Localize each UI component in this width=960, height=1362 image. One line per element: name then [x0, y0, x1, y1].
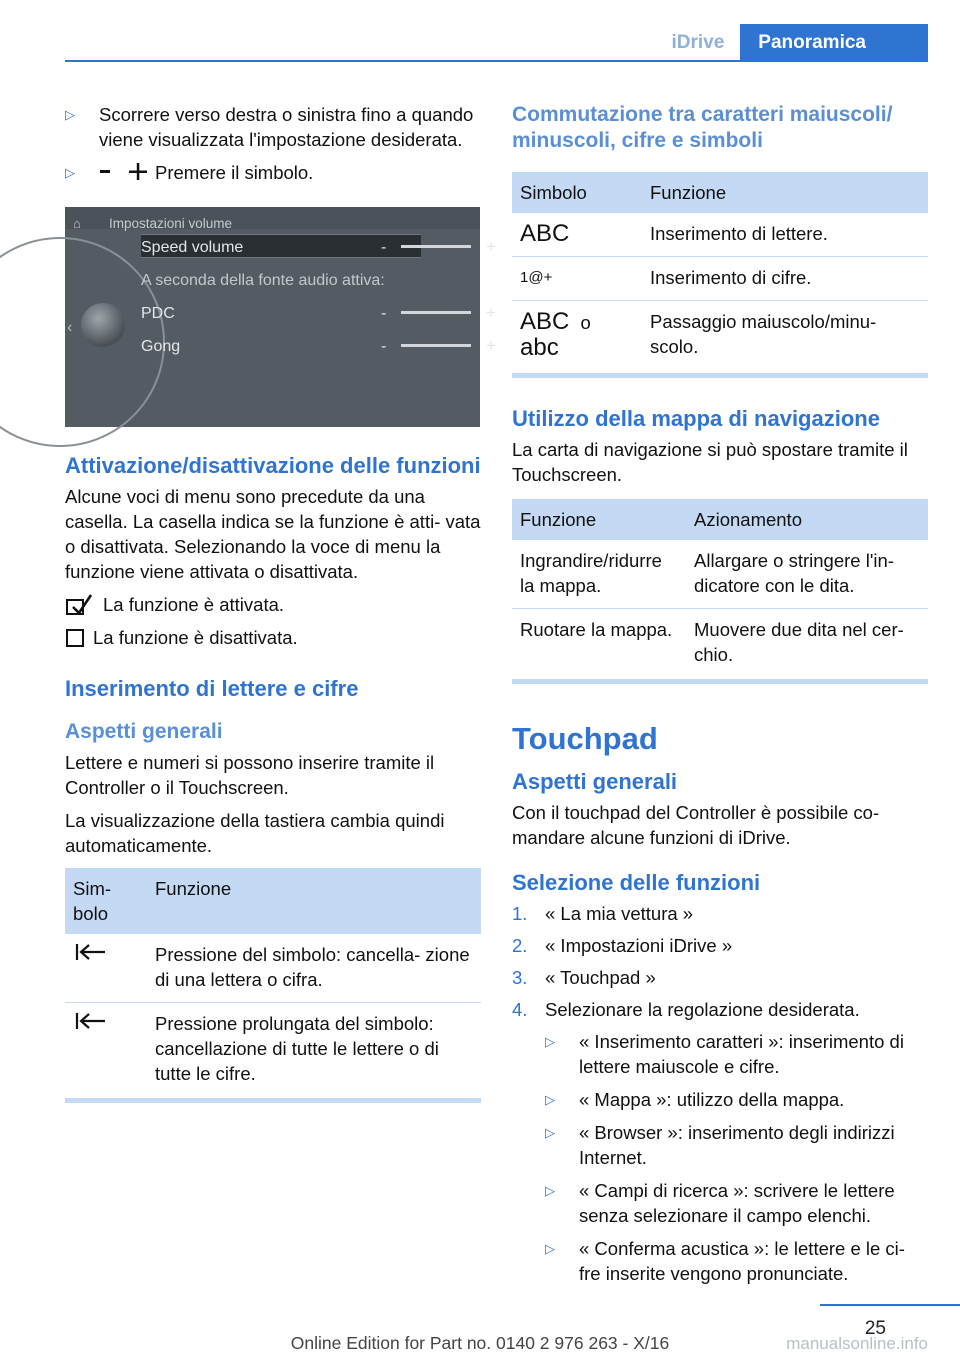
triangle-bullet-icon: ▷ — [545, 1034, 555, 1049]
table-row: Pressione prolungata del simbolo: cancellazione di tutte le lettere o di tutte le cifre. — [65, 1003, 481, 1097]
watermark: manualsonline.info — [786, 1334, 928, 1353]
table-row: ABC o abc Passaggio maiuscolo/minu- scolo. — [520, 308, 877, 361]
heading-attivazione: Attivazione/disattivazione delle funzioni — [65, 453, 481, 478]
table-header: Funzione Azionamento — [512, 499, 928, 540]
map-table — [512, 499, 928, 677]
list-item: ▷ « Campi di ricerca »: scrivere le lettere senza selezionare il campo elenchi. — [545, 1180, 895, 1226]
triangle-bullet-icon: ▷ — [545, 1241, 555, 1256]
triangle-bullet-icon: ▷ — [65, 107, 75, 122]
heading-aspetti-generali: Aspetti generali — [512, 769, 678, 794]
case-table — [512, 172, 928, 371]
paragraph: Con il touchpad del Controller è possibile co- mandare alcune funzioni di iDrive. — [512, 802, 880, 848]
list-item — [65, 160, 481, 185]
paragraph: Lettere e numeri si possono inserire tramite il Controller o il Touchscreen. — [65, 752, 435, 798]
screenshot-row: Gong - + — [141, 336, 496, 355]
list-item: 1. « La mia vettura » — [512, 903, 694, 924]
backspace-arrow-icon — [73, 1011, 109, 1031]
abc-uppercase-icon: ABC — [512, 213, 642, 257]
header-rule — [65, 60, 928, 62]
list-item: 3. « Touchpad » — [512, 967, 656, 988]
list-item: ▷ « Inserimento caratteri »: inserimento di lettere maiuscole e cifre. — [545, 1031, 904, 1077]
list-item — [65, 102, 481, 152]
abc-uppercase-icon: ABC — [520, 308, 570, 335]
table-header: Sim- bolo Funzione — [65, 868, 481, 934]
table-bottom-rule — [512, 679, 928, 684]
checkbox-unchecked-line: La funzione è disattivata. — [65, 625, 481, 650]
checkbox-checked-line: La funzione è attivata. — [65, 592, 481, 617]
heading-commutazione: Commutazione tra caratteri maiuscoli/ minuscoli, cifre e simboli — [512, 103, 893, 152]
left-column — [65, 102, 496, 1103]
right-column — [512, 102, 928, 1294]
heading-selezione: Selezione delle funzioni — [512, 870, 761, 895]
sub-list — [512, 1029, 928, 1286]
slider-icon — [401, 245, 471, 248]
screenshot-row: A seconda della fonte audio attiva: — [141, 272, 385, 289]
table-row: ABC Inserimento di lettere. — [512, 213, 928, 257]
header-chapter: Panoramica — [740, 24, 928, 62]
header-section: iDrive — [655, 24, 740, 62]
triangle-bullet-icon: ▷ — [545, 1092, 555, 1107]
heading-touchpad: Touchpad — [512, 721, 658, 756]
list-item: 2. « Impostazioni iDrive » — [512, 935, 733, 956]
checkbox-checked-icon — [65, 594, 101, 616]
table-row: 1@+ Inserimento di cifre. — [512, 257, 928, 301]
table-header: Simbolo Funzione — [512, 172, 928, 213]
volume-settings-screenshot — [65, 207, 496, 427]
table-row: Ingrandire/ridurre la mappa. Allargare o stringere l'in- dicatore con le dita. — [512, 540, 928, 609]
paragraph: La carta di navigazione si può spostare tramite il Touchscreen. — [512, 439, 908, 485]
slider-icon — [401, 344, 471, 347]
screenshot-row: Speed volume - + — [141, 234, 421, 258]
home-icon: ⌂ — [73, 216, 81, 231]
edition-footer: Online Edition for Part no. 0140 2 976 263 - X/16 — [290, 1333, 670, 1353]
bullet-text: Scorrere verso destra o sinistra fino a quando viene visualizzata l'impostazione desiderata. — [99, 104, 474, 150]
footer-rule — [820, 1304, 960, 1306]
table-row: Pressione del simbolo: cancella- zione di una lettera o cifra. — [65, 934, 481, 1003]
slider-icon — [401, 311, 471, 314]
heading-mappa: Utilizzo della mappa di navigazione — [512, 406, 880, 431]
backspace-arrow-icon — [73, 942, 109, 962]
heading-aspetti: Aspetti generali — [65, 720, 223, 743]
abc-lowercase-icon: abc — [520, 334, 559, 361]
list-item: ▷ « Mappa »: utilizzo della mappa. — [545, 1089, 845, 1110]
table-bottom-rule — [512, 373, 928, 378]
screenshot-row: PDC - + — [141, 303, 496, 322]
list-item: ▷ « Browser »: inserimento degli indirizzi Internet. — [545, 1122, 895, 1168]
list-item: 4. Selezionare la regolazione desiderata. — [512, 999, 860, 1020]
minus-plus-icon — [99, 164, 151, 180]
page-header — [655, 24, 928, 62]
table-bottom-rule — [65, 1098, 481, 1103]
bullet-text: Premere il simbolo. — [155, 162, 314, 183]
chevron-left-icon: ‹ — [67, 319, 73, 336]
controller-knob-icon — [81, 303, 125, 347]
paragraph: La visualizzazione della tastiera cambia quindi automaticamente. — [65, 810, 445, 856]
digits-symbols-icon: 1@+ — [512, 257, 642, 301]
triangle-bullet-icon: ▷ — [545, 1125, 555, 1140]
triangle-bullet-icon: ▷ — [545, 1183, 555, 1198]
page-number: 25 — [864, 1318, 886, 1339]
triangle-bullet-icon: ▷ — [65, 165, 75, 180]
paragraph: Alcune voci di menu sono precedute da una casella. La casella indica se la funzione è atti- vata o disattivata. Selezionando la voce di menu la funzione viene attivata o disattivata. — [65, 486, 481, 582]
checkbox-unchecked-icon — [65, 628, 91, 648]
list-item: ▷ « Conferma acustica »: le lettere e le ci- fre inserite vengono pronunciate. — [545, 1238, 905, 1284]
table-row: Ruotare la mappa. Muovere due dita nel cer- chio. — [520, 619, 904, 665]
screenshot-title: Impostazioni volume — [109, 216, 233, 231]
heading-inserimento: Inserimento di lettere e cifre — [65, 676, 359, 701]
symbols-table — [65, 868, 481, 1096]
